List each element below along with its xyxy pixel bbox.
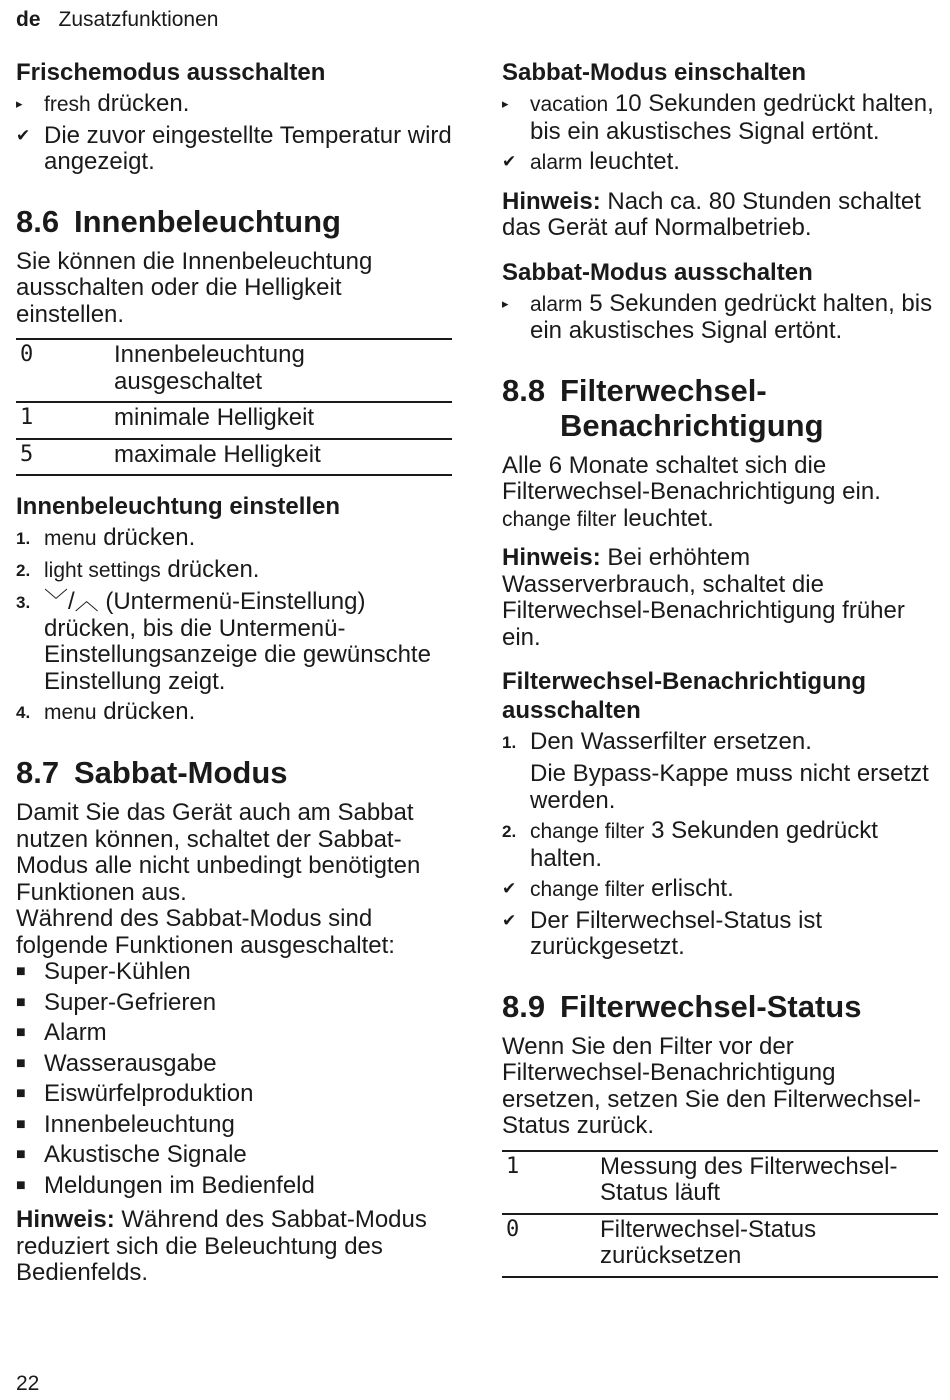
result-filter-off (502, 876, 938, 904)
list-item (16, 1020, 452, 1047)
bullet-text: Meldungen im Bedienfeld (44, 1171, 315, 1199)
list-item (16, 589, 452, 695)
note-sabbat-duration (502, 189, 938, 242)
note-filter (502, 545, 938, 651)
list-item (16, 1081, 452, 1108)
table-row (16, 439, 452, 476)
list-item (16, 699, 452, 727)
heading-filter-off: Filterwechsel-Benachrichtigung ausschalten (502, 668, 867, 724)
brightness-table (16, 338, 452, 476)
result-alarm (502, 149, 938, 177)
list-item (16, 557, 452, 585)
list-item (502, 818, 938, 872)
checkmark-icon: ✔ (16, 125, 31, 145)
indicator-text: leuchtet. (623, 504, 714, 532)
table-row (16, 402, 452, 439)
section-number: 8.8 (502, 372, 546, 408)
list-item (502, 729, 938, 757)
display-key: menu (44, 527, 97, 550)
display-key: alarm (530, 151, 583, 174)
square-bullet-icon: ■ (16, 1115, 26, 1133)
page-number: 22 (16, 1372, 40, 1395)
display-key: menu (44, 701, 97, 724)
section-title: Filterwechsel-Benachrichtigung (560, 372, 824, 443)
square-bullet-icon: ■ (16, 1085, 26, 1102)
table-symbol: 1 (502, 1151, 600, 1214)
section-title: Innenbeleuchtung (74, 203, 341, 239)
result-text: Der Filterwechsel-Status ist zurückgesetzt. (530, 906, 823, 960)
bullet-text: Alarm (44, 1019, 107, 1046)
table-symbol: 5 (16, 439, 114, 476)
table-symbol: 0 (16, 339, 114, 402)
note-text: Nach ca. 80 Stunden schaltet das Gerät auf Normalbetrieb. (502, 187, 921, 241)
checkmark-icon: ✔ (502, 879, 517, 898)
step-number: 2. (16, 561, 31, 580)
step-number: 4. (16, 703, 31, 722)
step-arrow-icon: ▸ (502, 295, 509, 311)
step-number: 3. (16, 593, 31, 612)
square-bullet-icon: ■ (16, 1054, 26, 1072)
heading-sabbat-on: Sabbat-Modus einschalten (502, 59, 807, 86)
step-text: 10 Sekunden gedrückt halten, bis ein akustisches Signal ertönt. (530, 90, 934, 145)
language-code: de (16, 8, 41, 31)
section-number: 8.6 (16, 203, 60, 239)
right-column (502, 58, 938, 1278)
display-key: change filter (530, 820, 645, 843)
step-text: drücken. (97, 90, 190, 117)
list-item (16, 1112, 452, 1139)
section-8-8-intro: Alle 6 Monate schaltet sich die Filterwechsel-Benachrichtigung ein. (502, 451, 881, 505)
chapter-title: Zusatzfunktionen (58, 8, 219, 31)
table-row (16, 339, 452, 402)
note-label: Hinweis: (16, 1206, 115, 1233)
step-text: drücken. (167, 556, 260, 583)
section-number: 8.7 (16, 755, 60, 790)
display-key: light settings (44, 559, 161, 582)
note-label: Hinweis: (502, 187, 601, 215)
table-row (502, 1151, 938, 1214)
display-key: vacation (530, 93, 609, 116)
square-bullet-icon: ■ (16, 1146, 26, 1163)
list-item (16, 990, 452, 1017)
checkmark-icon: ✔ (502, 152, 517, 171)
step-number: 1. (16, 529, 31, 548)
section-8-9-intro: Wenn Sie den Filter vor der Filterwechsel-Benachrichtigung ersetzen, setzen Sie den Filterwechsel-Status zurück. (502, 1032, 921, 1139)
result-filter-reset (502, 908, 938, 961)
note-text: Während des Sabbat-Modus reduziert sich die Beleuchtung des Bedienfelds. (16, 1206, 427, 1286)
left-column (16, 58, 452, 1287)
table-text: Innenbeleuchtung ausgeschaltet (114, 339, 452, 402)
step-text: drücken. (103, 524, 196, 551)
result-text: Die zuvor eingestellte Temperatur wird angezeigt. (44, 121, 452, 175)
step-number: 2. (502, 822, 517, 841)
step-arrow-icon: ▸ (502, 96, 509, 111)
bullet-text: Super-Kühlen (44, 958, 191, 985)
table-text: maximale Helligkeit (114, 439, 452, 476)
list-item (16, 1142, 452, 1169)
bullet-text: Akustische Signale (44, 1141, 247, 1168)
section-8-9-title (502, 989, 938, 1024)
display-key: alarm (530, 292, 583, 316)
note-text: Bei erhöhtem Wasserverbrauch, schaltet die Filterwechsel-Benachrichtigung früher ein. (502, 544, 905, 651)
list-item (16, 1051, 452, 1078)
display-key: fresh (44, 93, 91, 116)
filter-status-table (502, 1150, 938, 1278)
result-text: leuchtet. (589, 148, 680, 175)
table-text: minimale Helligkeit (114, 402, 452, 439)
step-number: 1. (502, 733, 517, 752)
step-text: Den Wasserfilter ersetzen. (530, 728, 812, 755)
section-8-7-intro-2: Während des Sabbat-Modus sind folgende Funktionen ausgeschaltet: (16, 905, 395, 959)
display-key: change filter (502, 507, 617, 531)
square-bullet-icon: ■ (16, 963, 26, 980)
step-subtext: Die Bypass-Kappe muss nicht ersetzt werden. (530, 760, 929, 814)
step-fresh (16, 91, 452, 119)
step-text: 3 Sekunden gedrückt halten. (530, 817, 878, 872)
bullet-text: Innenbeleuchtung (44, 1110, 235, 1138)
step-text: drücken. (103, 698, 196, 725)
section-number: 8.9 (502, 988, 546, 1024)
step-vacation (502, 91, 938, 145)
section-8-8-indicator (502, 506, 938, 534)
square-bullet-icon: ■ (16, 993, 26, 1011)
heading-sabbat-off: Sabbat-Modus ausschalten (502, 258, 813, 286)
square-bullet-icon: ■ (16, 1176, 26, 1194)
step-arrow-icon: ▸ (16, 96, 23, 111)
table-symbol: 0 (502, 1214, 600, 1277)
table-text: Messung des Filterwechsel-Status läuft (600, 1151, 938, 1214)
step-text: (Untermenü-Einstellung) drücken, bis die Untermenü-Einstellungsanzeige die gewünschte Einstellung zeigt. (44, 588, 431, 695)
heading-light-settings: Innenbeleuchtung einstellen (16, 493, 341, 520)
result-fresh (16, 123, 452, 176)
display-key: change filter (530, 878, 645, 901)
chevron-down-up-icon: ﹀/︿ (44, 588, 99, 615)
table-row (502, 1214, 938, 1277)
disabled-functions-list (16, 959, 452, 1199)
result-text: erlischt. (651, 875, 734, 902)
section-8-6-title (16, 204, 452, 239)
section-8-8-title (502, 373, 938, 443)
checkmark-icon: ✔ (502, 910, 517, 930)
page-header (16, 8, 218, 32)
step-alarm (502, 291, 938, 345)
list-item (16, 525, 452, 553)
heading-fresh-off: Frischemodus ausschalten (16, 59, 326, 86)
section-title: Sabbat-Modus (74, 755, 288, 790)
note-sabbat (16, 1207, 452, 1287)
list-item (16, 1173, 452, 1200)
section-8-6-intro: Sie können die Innenbeleuchtung ausschalten oder die Helligkeit einstellen. (16, 247, 373, 328)
table-symbol: 1 (16, 402, 114, 439)
note-label: Hinweis: (502, 544, 601, 571)
section-title: Filterwechsel-Status (560, 988, 862, 1024)
list-item-sub (502, 761, 938, 814)
step-text: 5 Sekunden gedrückt halten, bis ein akustisches Signal ertönt. (530, 289, 933, 344)
bullet-text: Wasserausgabe (44, 1049, 217, 1077)
square-bullet-icon: ■ (16, 1024, 26, 1041)
table-text: Filterwechsel-Status zurücksetzen (600, 1214, 938, 1277)
section-8-7-title (16, 755, 452, 790)
section-8-7-intro: Damit Sie das Gerät auch am Sabbat nutzen können, schaltet der Sabbat-Modus alle nicht unbedingt benötigten Funktionen aus. (16, 799, 421, 906)
list-item (16, 959, 452, 986)
bullet-text: Eiswürfelproduktion (44, 1080, 254, 1107)
bullet-text: Super-Gefrieren (44, 988, 217, 1016)
